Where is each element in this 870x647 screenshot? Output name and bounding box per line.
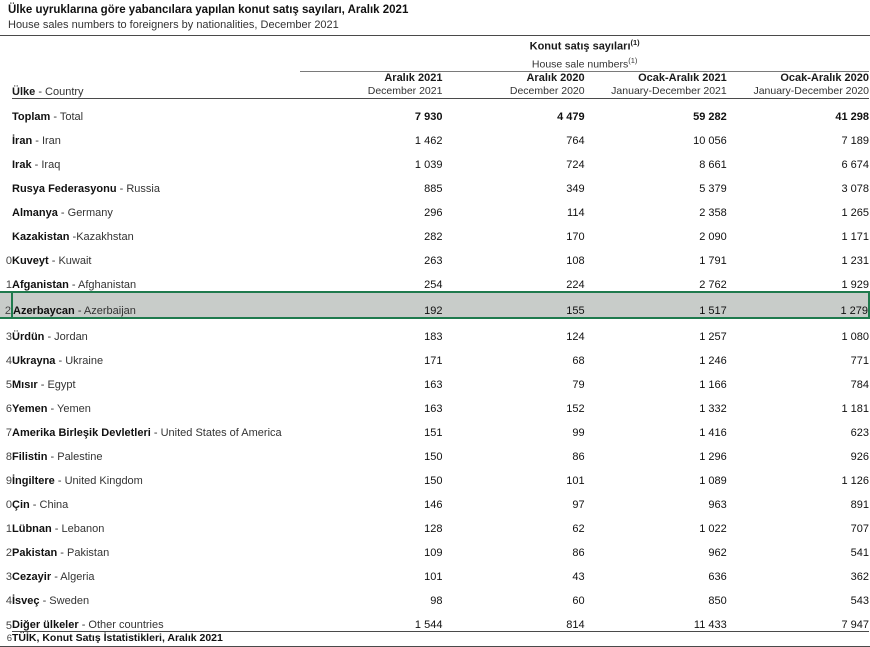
cell-value-4[interactable]: 623 (850, 427, 869, 440)
cell-country[interactable] (12, 535, 300, 559)
row-number: 4 (5, 355, 12, 368)
table-row[interactable] (0, 391, 869, 415)
country-name-en: - Total (50, 111, 84, 124)
row-number: 8 (5, 451, 12, 464)
cell-value-1[interactable]: 163 (424, 403, 443, 416)
country-name-tr: Ürdün (12, 331, 45, 344)
country-name-en: - Yemen (47, 403, 91, 416)
column-header-country-tr: Ülke (12, 86, 36, 99)
cell-value-2[interactable]: 124 (566, 331, 585, 344)
cell-value-2[interactable]: 155 (442, 292, 584, 318)
country-name-tr: Lübnan (12, 523, 52, 536)
country-name-tr: Çin (12, 499, 30, 512)
table-row[interactable] (0, 267, 869, 292)
row-number: 1 (5, 523, 12, 536)
row-number (0, 99, 12, 124)
row-number: 2 (5, 547, 12, 560)
cell-value-4[interactable]: 1 231 (841, 255, 869, 268)
table-row[interactable] (0, 219, 869, 243)
cell-value-2[interactable]: 108 (566, 255, 585, 268)
row-number: 9 (5, 475, 12, 488)
cell-value-2[interactable]: 68 (572, 355, 585, 368)
column-header-dec-2021 (300, 72, 442, 99)
row-number (0, 36, 12, 71)
country-name-tr: Almanya (12, 207, 58, 220)
country-name-en: - Sweden (39, 595, 90, 608)
group-header-tr: Konut satış sayıları (529, 40, 631, 53)
cell-value-4[interactable]: 7 947 (841, 619, 869, 632)
cell-value-4[interactable]: 1 126 (841, 475, 869, 488)
row-number (0, 123, 12, 147)
cell-country[interactable] (12, 195, 300, 219)
cell-value-4[interactable]: 6 674 (841, 159, 869, 172)
row-number (0, 219, 12, 243)
cell-value-3[interactable]: 1 791 (699, 255, 727, 268)
cell-value-1[interactable]: 151 (424, 427, 443, 440)
table-row[interactable] (0, 171, 869, 195)
cell-value-3[interactable]: 1 257 (699, 331, 727, 344)
column-header-country (12, 72, 300, 99)
cell-country[interactable] (12, 171, 300, 195)
cell-value-2[interactable]: 43 (572, 571, 585, 584)
column-header-jan-dec-2021-en: January-December 2021 (611, 85, 727, 98)
group-header-en-wrap (300, 54, 869, 72)
cell-value-3[interactable]: 1 296 (699, 451, 727, 464)
cell-value-4[interactable]: 543 (850, 595, 869, 608)
cell-value-3[interactable]: 2 358 (699, 207, 727, 220)
cell-value-4[interactable]: 1 279 (727, 292, 869, 318)
cell-value-2[interactable]: 114 (567, 207, 585, 220)
table-row[interactable] (0, 415, 869, 439)
country-name-tr: Rusya Federasyonu (12, 183, 117, 196)
cell-value-4[interactable]: 541 (850, 547, 869, 560)
cell-value-4[interactable]: 707 (850, 523, 869, 536)
cell-value-1[interactable]: 163 (424, 379, 443, 392)
country-name-tr: Yemen (12, 403, 48, 416)
country-name-en: - Egypt (37, 379, 76, 392)
column-header-jan-dec-2020-tr: Ocak-Aralık 2020 (780, 72, 869, 85)
country-name-en: - Iraq (31, 159, 61, 172)
country-name-en: - Lebanon (51, 523, 105, 536)
country-name-tr: Toplam (12, 111, 51, 124)
country-name-tr: Cezayir (12, 571, 52, 584)
country-name-en: - China (29, 499, 69, 512)
page-title-en: House sales numbers to foreigners by nationalities, December 2021 (8, 19, 339, 31)
cell-value-1[interactable]: 254 (424, 279, 443, 292)
row-number: 0 (5, 499, 12, 512)
cell-value-2[interactable]: 170 (566, 231, 585, 244)
cell-value-1[interactable]: 146 (424, 499, 443, 512)
country-name-en: - Azerbaijan (74, 305, 136, 318)
row-number: 0 (5, 255, 12, 268)
cell-value-2[interactable]: 349 (566, 183, 585, 196)
country-name-tr: Pakistan (12, 547, 58, 560)
cell-value-4[interactable]: 7 189 (841, 135, 869, 148)
cell-value-3[interactable]: 1 089 (699, 475, 727, 488)
country-name-en: - Kuwait (48, 255, 92, 268)
table-row[interactable] (0, 292, 869, 318)
column-header-jan-dec-2020-en: January-December 2020 (753, 85, 869, 98)
cell-value-1[interactable]: 1 544 (414, 619, 443, 632)
column-header-country-en: - Country (38, 86, 84, 99)
cell-value-1[interactable]: 192 (300, 292, 442, 318)
cell-value-4[interactable]: 1 929 (841, 279, 869, 292)
cell-value-1[interactable]: 171 (424, 355, 443, 368)
cell-value-4[interactable]: 362 (850, 571, 869, 584)
cell-value-4[interactable]: 1 265 (841, 207, 869, 220)
country-name-en: - United States of America (150, 427, 282, 440)
cell-value-1[interactable]: 282 (424, 231, 443, 244)
country-name-en: - Ukraine (55, 355, 104, 368)
table-row[interactable] (0, 607, 869, 632)
cell-value-2[interactable]: 724 (566, 159, 585, 172)
cell-value-1[interactable]: 150 (424, 475, 443, 488)
table-body (0, 99, 869, 632)
country-name-tr: Irak (12, 159, 32, 172)
country-name-en: - Jordan (44, 331, 88, 344)
cell-value-3[interactable]: 59 282 (693, 111, 727, 124)
row-number: 3 (5, 571, 12, 584)
cell-value-2[interactable]: 814 (566, 619, 585, 632)
title-block (0, 0, 870, 32)
table-row[interactable] (0, 123, 869, 147)
source-note: TÜİK, Konut Satış İstatistikleri, Aralık 2021 (12, 632, 223, 645)
country-name-en: - Palestine (47, 451, 103, 464)
cell-value-3[interactable]: 2 762 (699, 279, 727, 292)
country-name-en: - United Kingdom (54, 475, 143, 488)
cell-value-4[interactable]: 1 080 (841, 331, 869, 344)
country-name-tr: İngiltere (12, 475, 55, 488)
cell-value-3[interactable]: 963 (708, 499, 727, 512)
cell-value-3[interactable]: 2 090 (699, 231, 727, 244)
row-number: 3 (5, 331, 12, 344)
cell-value-2[interactable]: 99 (572, 427, 585, 440)
group-header-en-sup: (1) (628, 55, 638, 65)
row-number (0, 171, 12, 195)
cell-value-3[interactable]: 5 379 (699, 183, 727, 196)
cell-value-3[interactable]: 962 (708, 547, 727, 560)
table-row[interactable] (0, 559, 869, 583)
column-header-dec-2021-tr: Aralık 2021 (384, 72, 443, 85)
cell-value-1[interactable]: 150 (424, 451, 443, 464)
table-row[interactable] (0, 99, 869, 124)
cell-value-3[interactable]: 1 166 (699, 379, 727, 392)
row-number: 2 (0, 292, 12, 318)
cell-value-3[interactable]: 1 416 (699, 427, 727, 440)
cell-value-2[interactable]: 86 (572, 547, 585, 560)
column-header-jan-dec-2020 (727, 72, 869, 99)
country-name-tr: Diğer ülkeler (12, 619, 79, 632)
cell-value-4[interactable]: 784 (850, 379, 869, 392)
group-header-row (0, 36, 869, 71)
column-header-dec-2020-tr: Aralık 2020 (526, 72, 585, 85)
cell-country[interactable] (12, 463, 300, 487)
country-name-en: - Algeria (51, 571, 95, 584)
country-name-tr: Kuveyt (12, 255, 49, 268)
cell-value-1[interactable]: 296 (424, 207, 443, 220)
cell-value-4[interactable]: 1 181 (841, 403, 869, 416)
table-row[interactable] (0, 463, 869, 487)
cell-value-4[interactable]: 771 (850, 355, 869, 368)
cell-value-1[interactable]: 885 (424, 183, 443, 196)
country-name-tr: Azerbaycan (13, 305, 75, 318)
cell-value-1[interactable]: 101 (424, 571, 443, 584)
row-number: 4 (5, 595, 12, 608)
row-number: 5 (5, 379, 12, 392)
table-row[interactable] (0, 343, 869, 367)
cell-value-2[interactable]: 764 (566, 135, 585, 148)
country-name-en: - Iran (32, 135, 61, 148)
row-number (0, 195, 12, 219)
table-row[interactable] (0, 583, 869, 607)
cell-country[interactable] (12, 318, 300, 343)
cell-value-3[interactable]: 636 (708, 571, 727, 584)
row-number: 5 (5, 619, 12, 632)
column-header-dec-2020-en: December 2020 (509, 85, 585, 98)
cell-value-1[interactable]: 183 (424, 331, 443, 344)
cell-value-2[interactable]: 60 (572, 595, 585, 608)
group-header-en: House sale numbers (531, 58, 629, 71)
group-header-tr-sup: (1) (630, 38, 640, 47)
country-name-en: - Afghanistan (68, 279, 137, 292)
column-header-dec-2020 (442, 72, 584, 99)
cell-country[interactable] (12, 607, 300, 632)
table-row[interactable] (0, 511, 869, 535)
cell-value-1[interactable]: 263 (424, 255, 443, 268)
cell-country[interactable] (12, 559, 300, 583)
cell-value-3[interactable]: 1 022 (699, 523, 727, 536)
cell-country[interactable] (12, 367, 300, 391)
cell-value-2[interactable]: 97 (572, 499, 585, 512)
group-header-cell (300, 36, 869, 71)
cell-country[interactable] (12, 511, 300, 535)
cell-value-2[interactable]: 79 (572, 379, 585, 392)
table-row[interactable] (0, 439, 869, 463)
cell-value-1[interactable]: 7 930 (414, 111, 443, 124)
country-name-tr: Kazakistan (12, 231, 70, 244)
cell-value-2[interactable]: 4 479 (557, 111, 585, 124)
row-number: 6 (5, 403, 12, 416)
country-name-tr: Filistin (12, 451, 48, 464)
cell-country[interactable] (12, 99, 300, 124)
cell-value-3[interactable]: 1 332 (699, 403, 727, 416)
cell-value-4[interactable]: 1 171 (841, 231, 869, 244)
country-name-en: - Other countries (78, 619, 164, 632)
cell-value-1[interactable]: 109 (424, 547, 443, 560)
cell-country[interactable] (12, 439, 300, 463)
cell-value-1[interactable]: 128 (424, 523, 443, 536)
column-header-jan-dec-2021-tr: Ocak-Aralık 2021 (638, 72, 727, 85)
table-row[interactable] (0, 147, 869, 171)
cell-value-4[interactable]: 891 (850, 499, 869, 512)
cell-value-1[interactable]: 1 462 (414, 135, 443, 148)
cell-value-4[interactable]: 3 078 (841, 183, 869, 196)
table-row[interactable] (0, 367, 869, 391)
row-number: 6 (6, 633, 12, 645)
column-header-row (0, 72, 869, 99)
cell-country[interactable] (12, 147, 300, 171)
country-name-en: - Pakistan (57, 547, 110, 560)
country-name-tr: Ukrayna (12, 355, 56, 368)
cell-value-3[interactable]: 850 (708, 595, 727, 608)
cell-value-2[interactable]: 224 (566, 279, 585, 292)
cell-value-1[interactable]: 1 039 (414, 159, 443, 172)
country-name-en: - Germany (57, 207, 113, 220)
cell-country[interactable] (12, 391, 300, 415)
cell-country[interactable] (12, 219, 300, 243)
cell-value-4[interactable]: 41 298 (835, 111, 869, 124)
cell-country[interactable] (12, 267, 300, 292)
cell-country[interactable] (12, 487, 300, 511)
cell-value-3[interactable]: 11 433 (693, 619, 727, 632)
column-header-dec-2021-en: December 2021 (367, 85, 443, 98)
cell-value-1[interactable]: 98 (430, 595, 443, 608)
cell-value-3[interactable]: 10 056 (693, 135, 727, 148)
table-row[interactable] (0, 243, 869, 267)
cell-country[interactable] (12, 292, 300, 318)
cell-country[interactable] (12, 583, 300, 607)
row-number (0, 147, 12, 171)
table-row[interactable] (0, 318, 869, 343)
country-name-en: - Russia (116, 183, 160, 196)
row-number: 1 (5, 279, 12, 292)
country-name-tr: İsveç (12, 595, 40, 608)
table-row[interactable] (0, 487, 869, 511)
cell-country[interactable] (12, 123, 300, 147)
group-header-spacer (12, 36, 300, 71)
cell-value-4[interactable]: 926 (850, 451, 869, 464)
cell-value-2[interactable]: 62 (572, 523, 585, 536)
cell-country[interactable] (12, 415, 300, 439)
country-name-tr: İran (12, 135, 33, 148)
cell-value-2[interactable]: 101 (566, 475, 585, 488)
table-row[interactable] (0, 535, 869, 559)
column-header-jan-dec-2021 (585, 72, 727, 99)
row-number: 7 (5, 427, 12, 440)
country-name-tr: Mısır (12, 379, 38, 392)
cell-value-3[interactable]: 8 661 (699, 159, 727, 172)
table-row[interactable] (0, 195, 869, 219)
country-name-en: -Kazakhstan (69, 231, 134, 244)
cell-value-2[interactable]: 86 (572, 451, 585, 464)
country-name-tr: Amerika Birleşik Devletleri (12, 427, 151, 440)
row-number (0, 72, 12, 99)
cell-country[interactable] (12, 343, 300, 367)
cell-value-3[interactable]: 1 517 (585, 292, 727, 318)
page-title-tr: Ülke uyruklarına göre yabancılara yapılan konut satış sayıları, Aralık 2021 (8, 4, 409, 16)
source-row (0, 632, 869, 644)
house-sales-table (0, 36, 870, 644)
cell-value-2[interactable]: 152 (566, 403, 585, 416)
country-name-tr: Afganistan (12, 279, 69, 292)
cell-value-3[interactable]: 1 246 (699, 355, 727, 368)
cell-country[interactable] (12, 243, 300, 267)
